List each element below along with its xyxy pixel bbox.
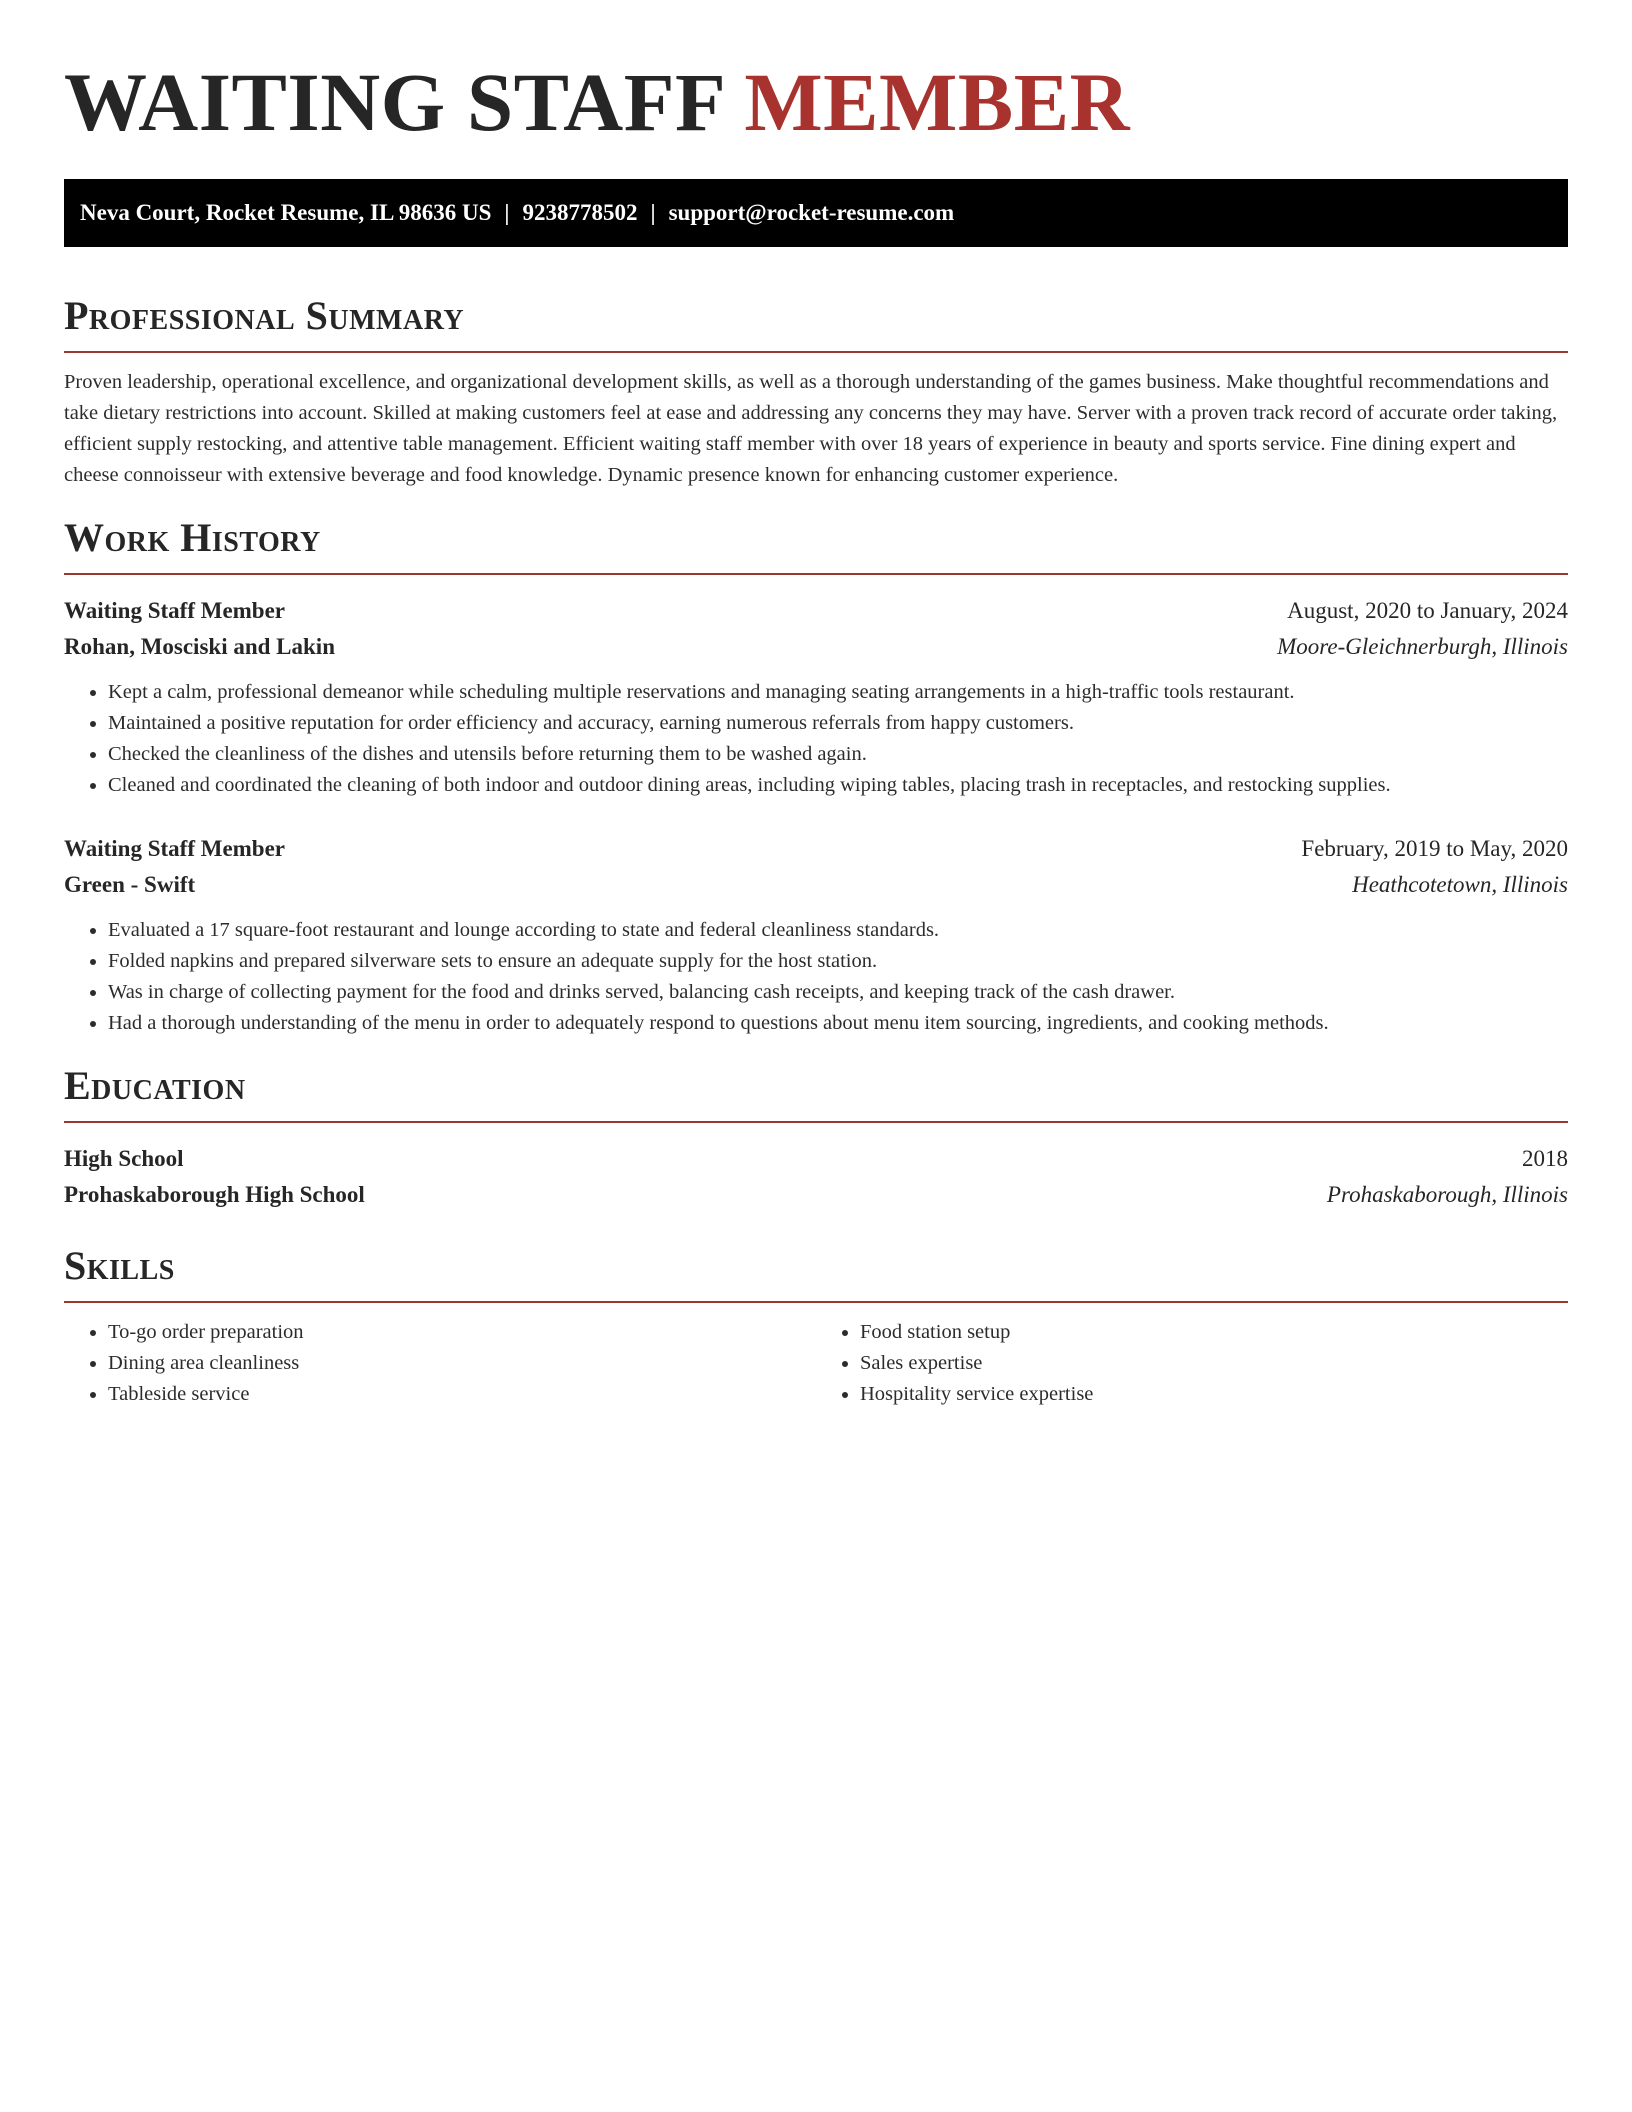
skill-item: • Dining area cleanliness: [108, 1348, 816, 1379]
job-entry: [64, 593, 1568, 801]
list-item: • Evaluated a 17 square-foot restaurant and lounge according to state and federal cleanliness standards.: [108, 915, 1568, 946]
section-divider: [64, 1121, 1568, 1123]
job-company: Green - Swift: [64, 872, 196, 897]
skill-item: • Tableside service: [108, 1379, 816, 1410]
list-item: • Maintained a positive reputation for order efficiency and accuracy, earning numerous referrals from happy customers.: [108, 708, 1568, 739]
section-divider: [64, 573, 1568, 575]
contact-separator: |: [650, 200, 656, 225]
job-entry: [64, 831, 1568, 1039]
name-accent: MEMBER: [744, 56, 1131, 148]
contact-phone[interactable]: 9238778502: [522, 200, 638, 225]
section-title-education: Education: [64, 1063, 246, 1108]
list-item: • Checked the cleanliness of the dishes and utensils before returning them to be washed again.: [108, 739, 1568, 770]
education-year: 2018: [1522, 1146, 1568, 1171]
section-divider: [64, 1301, 1568, 1303]
job-dates: February, 2019 to May, 2020: [1301, 836, 1568, 861]
job-duties-list: [64, 915, 1568, 1039]
education-school-row: [64, 1177, 1568, 1213]
section-divider: [64, 351, 1568, 353]
education-location: Prohaskaborough, Illinois: [1326, 1182, 1568, 1207]
education-school: Prohaskaborough High School: [64, 1182, 365, 1207]
skill-item: • Hospitality service expertise: [860, 1379, 1568, 1410]
education-entry: [64, 1141, 1568, 1213]
summary-text: Proven leadership, operational excellence, and organizational development skills, as well as a thorough understanding of the games business. Make thoughtful recommendations and take dietary restrictions into account. Skilled at making customers feel at ease and addressing any concerns they may have. Server with a proven track record of accurate order taking, efficient supply restocking, and attentive table management. Efficient waiting staff member with over 18 years of experience in beauty and sports service. Fine dining expert and cheese connoisseur with extensive beverage and food knowledge. Dynamic presence known for enhancing customer experience.: [64, 371, 1558, 486]
skills-list: [816, 1317, 1568, 1410]
name-primary: WAITING STAFF: [64, 56, 724, 148]
skills-list: [64, 1317, 816, 1410]
list-item: • Folded napkins and prepared silverware sets to ensure an adequate supply for the host station.: [108, 946, 1568, 977]
job-header-row: [64, 593, 1568, 629]
section-title-summary: Professional Summary: [64, 293, 465, 338]
list-item: • Was in charge of collecting payment for the food and drinks served, balancing cash receipts, and keeping track of the cash drawer.: [108, 977, 1568, 1008]
job-company-row: [64, 629, 1568, 665]
job-duties-list: [64, 677, 1568, 801]
job-location: Heathcotetown, Illinois: [1352, 872, 1568, 897]
job-role: Waiting Staff Member: [64, 836, 286, 861]
contact-separator: |: [504, 200, 510, 225]
skills-column-right: [816, 1317, 1568, 1410]
skill-item: • Food station setup: [860, 1317, 1568, 1348]
education-header-row: [64, 1141, 1568, 1177]
education-degree: High School: [64, 1146, 184, 1171]
skill-item: • Sales expertise: [860, 1348, 1568, 1379]
skills-grid: [64, 1317, 1568, 1410]
section-title-skills: Skills: [64, 1243, 175, 1288]
job-header-row: [64, 831, 1568, 867]
list-item: • Cleaned and coordinated the cleaning of both indoor and outdoor dining areas, including wiping tables, placing trash in receptacles, and restocking supplies.: [108, 770, 1568, 801]
job-role: Waiting Staff Member: [64, 598, 286, 623]
skills-column-left: [64, 1317, 816, 1410]
skill-item: • To-go order preparation: [108, 1317, 816, 1348]
job-company: Rohan, Mosciski and Lakin: [64, 634, 335, 659]
list-item: • Had a thorough understanding of the menu in order to adequately respond to questions about menu item sourcing, ingredients, and cooking methods.: [108, 1008, 1568, 1039]
contact-email[interactable]: support@rocket-resume.com: [668, 200, 955, 225]
job-location: Moore-Gleichnerburgh, Illinois: [1277, 634, 1568, 659]
list-item: • Kept a calm, professional demeanor while scheduling multiple reservations and managing seating arrangements in a high-traffic tools restaurant.: [108, 677, 1568, 708]
contact-address: Neva Court, Rocket Resume, IL 98636 US: [80, 200, 492, 225]
contact-bar: [64, 179, 1568, 247]
resume-name: [64, 50, 1568, 155]
job-company-row: [64, 867, 1568, 903]
section-title-work: Work History: [64, 515, 321, 560]
job-dates: August, 2020 to January, 2024: [1287, 598, 1568, 623]
